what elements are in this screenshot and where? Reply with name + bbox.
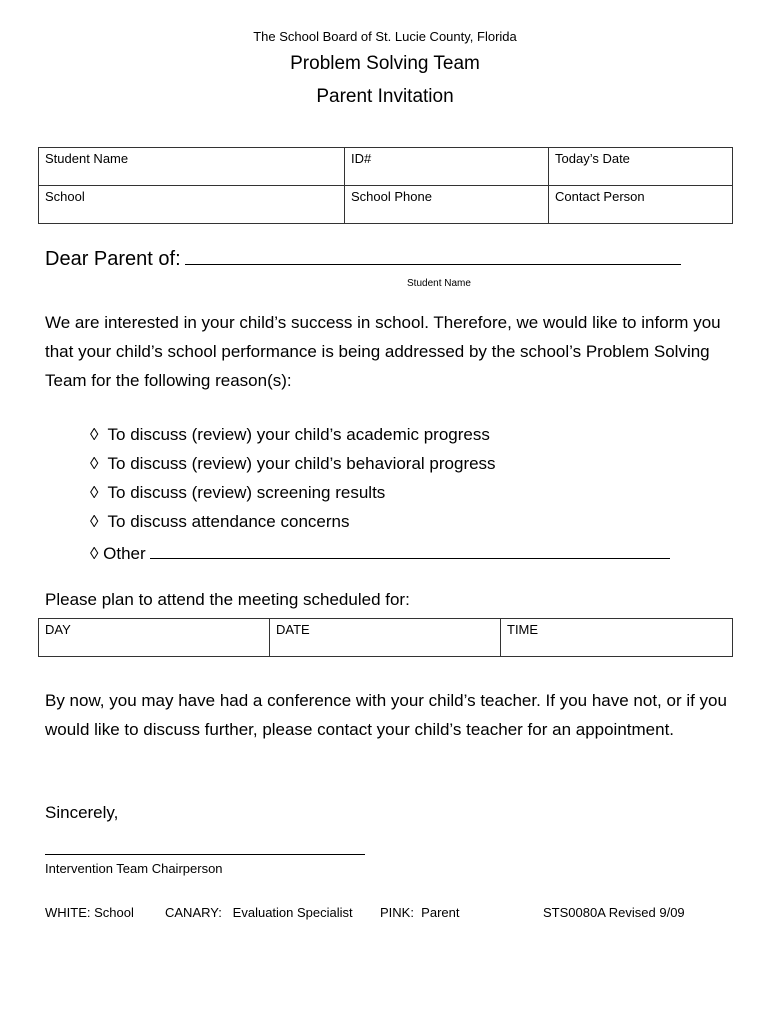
table-row — [39, 148, 733, 186]
school-phone-field[interactable]: School Phone — [345, 186, 549, 224]
sign-off: Sincerely, — [45, 803, 119, 822]
reason-item[interactable] — [90, 483, 385, 503]
table-row — [39, 186, 733, 224]
footer-pink-copy: PINK: Parent — [380, 905, 460, 920]
id-field[interactable]: ID# — [345, 148, 549, 186]
signature-line[interactable] — [45, 836, 365, 855]
contact-person-field[interactable]: Contact Person — [549, 186, 733, 224]
reason-item[interactable] — [90, 425, 490, 445]
form-id: STS0080A Revised 9/09 — [543, 905, 685, 920]
diamond-bullet-icon[interactable]: ◊ — [90, 425, 99, 444]
diamond-bullet-icon[interactable]: ◊ — [90, 454, 99, 473]
school-field[interactable]: School — [39, 186, 345, 224]
table-row — [39, 619, 733, 657]
student-info-table — [38, 147, 733, 224]
time-field[interactable]: TIME — [501, 619, 733, 657]
diamond-bullet-icon[interactable]: ◊ — [90, 483, 99, 502]
student-name-caption: Student Name — [407, 278, 471, 289]
todays-date-field[interactable]: Today’s Date — [549, 148, 733, 186]
organization-name: The School Board of St. Lucie County, Florida — [253, 29, 517, 44]
other-reason-blank[interactable] — [150, 541, 670, 559]
form-subtitle: Parent Invitation — [316, 86, 454, 107]
greeting-text: Dear Parent of: — [45, 248, 181, 270]
reason-item[interactable] — [90, 512, 349, 532]
reason-label: To discuss (review) screening results — [107, 483, 386, 502]
diamond-bullet-icon[interactable]: ◊ — [90, 512, 99, 531]
reason-item[interactable] — [90, 454, 496, 474]
other-label: Other — [103, 544, 146, 563]
reason-label: To discuss (review) your child’s behavioral progress — [107, 454, 496, 473]
reason-label: To discuss (review) your child’s academic progress — [107, 425, 490, 444]
reason-item-other[interactable] — [90, 541, 670, 564]
meeting-schedule-table — [38, 618, 733, 657]
footer-white-copy: WHITE: School — [45, 905, 134, 920]
student-name-field[interactable]: Student Name — [39, 148, 345, 186]
date-field[interactable]: DATE — [270, 619, 501, 657]
student-name-blank[interactable] — [185, 246, 681, 265]
meeting-prompt: Please plan to attend the meeting scheduled for: — [45, 590, 410, 609]
greeting-line — [45, 246, 681, 271]
form-title: Problem Solving Team — [290, 53, 480, 74]
day-field[interactable]: DAY — [39, 619, 270, 657]
closing-paragraph: By now, you may have had a conference with your child’s teacher. If you have not, or if you would like to discuss further, please contact your child’s teacher for an appointment. — [45, 691, 727, 739]
intro-paragraph: We are interested in your child’s success in school. Therefore, we would like to inform you that your child’s school performance is being addressed by the school’s Problem Solving Team for the following reason(s): — [45, 313, 721, 390]
reason-label: To discuss attendance concerns — [107, 512, 350, 531]
footer-canary-copy: CANARY: Evaluation Specialist — [165, 905, 353, 920]
diamond-bullet-icon[interactable]: ◊ — [90, 544, 99, 563]
signature-label: Intervention Team Chairperson — [45, 861, 223, 876]
